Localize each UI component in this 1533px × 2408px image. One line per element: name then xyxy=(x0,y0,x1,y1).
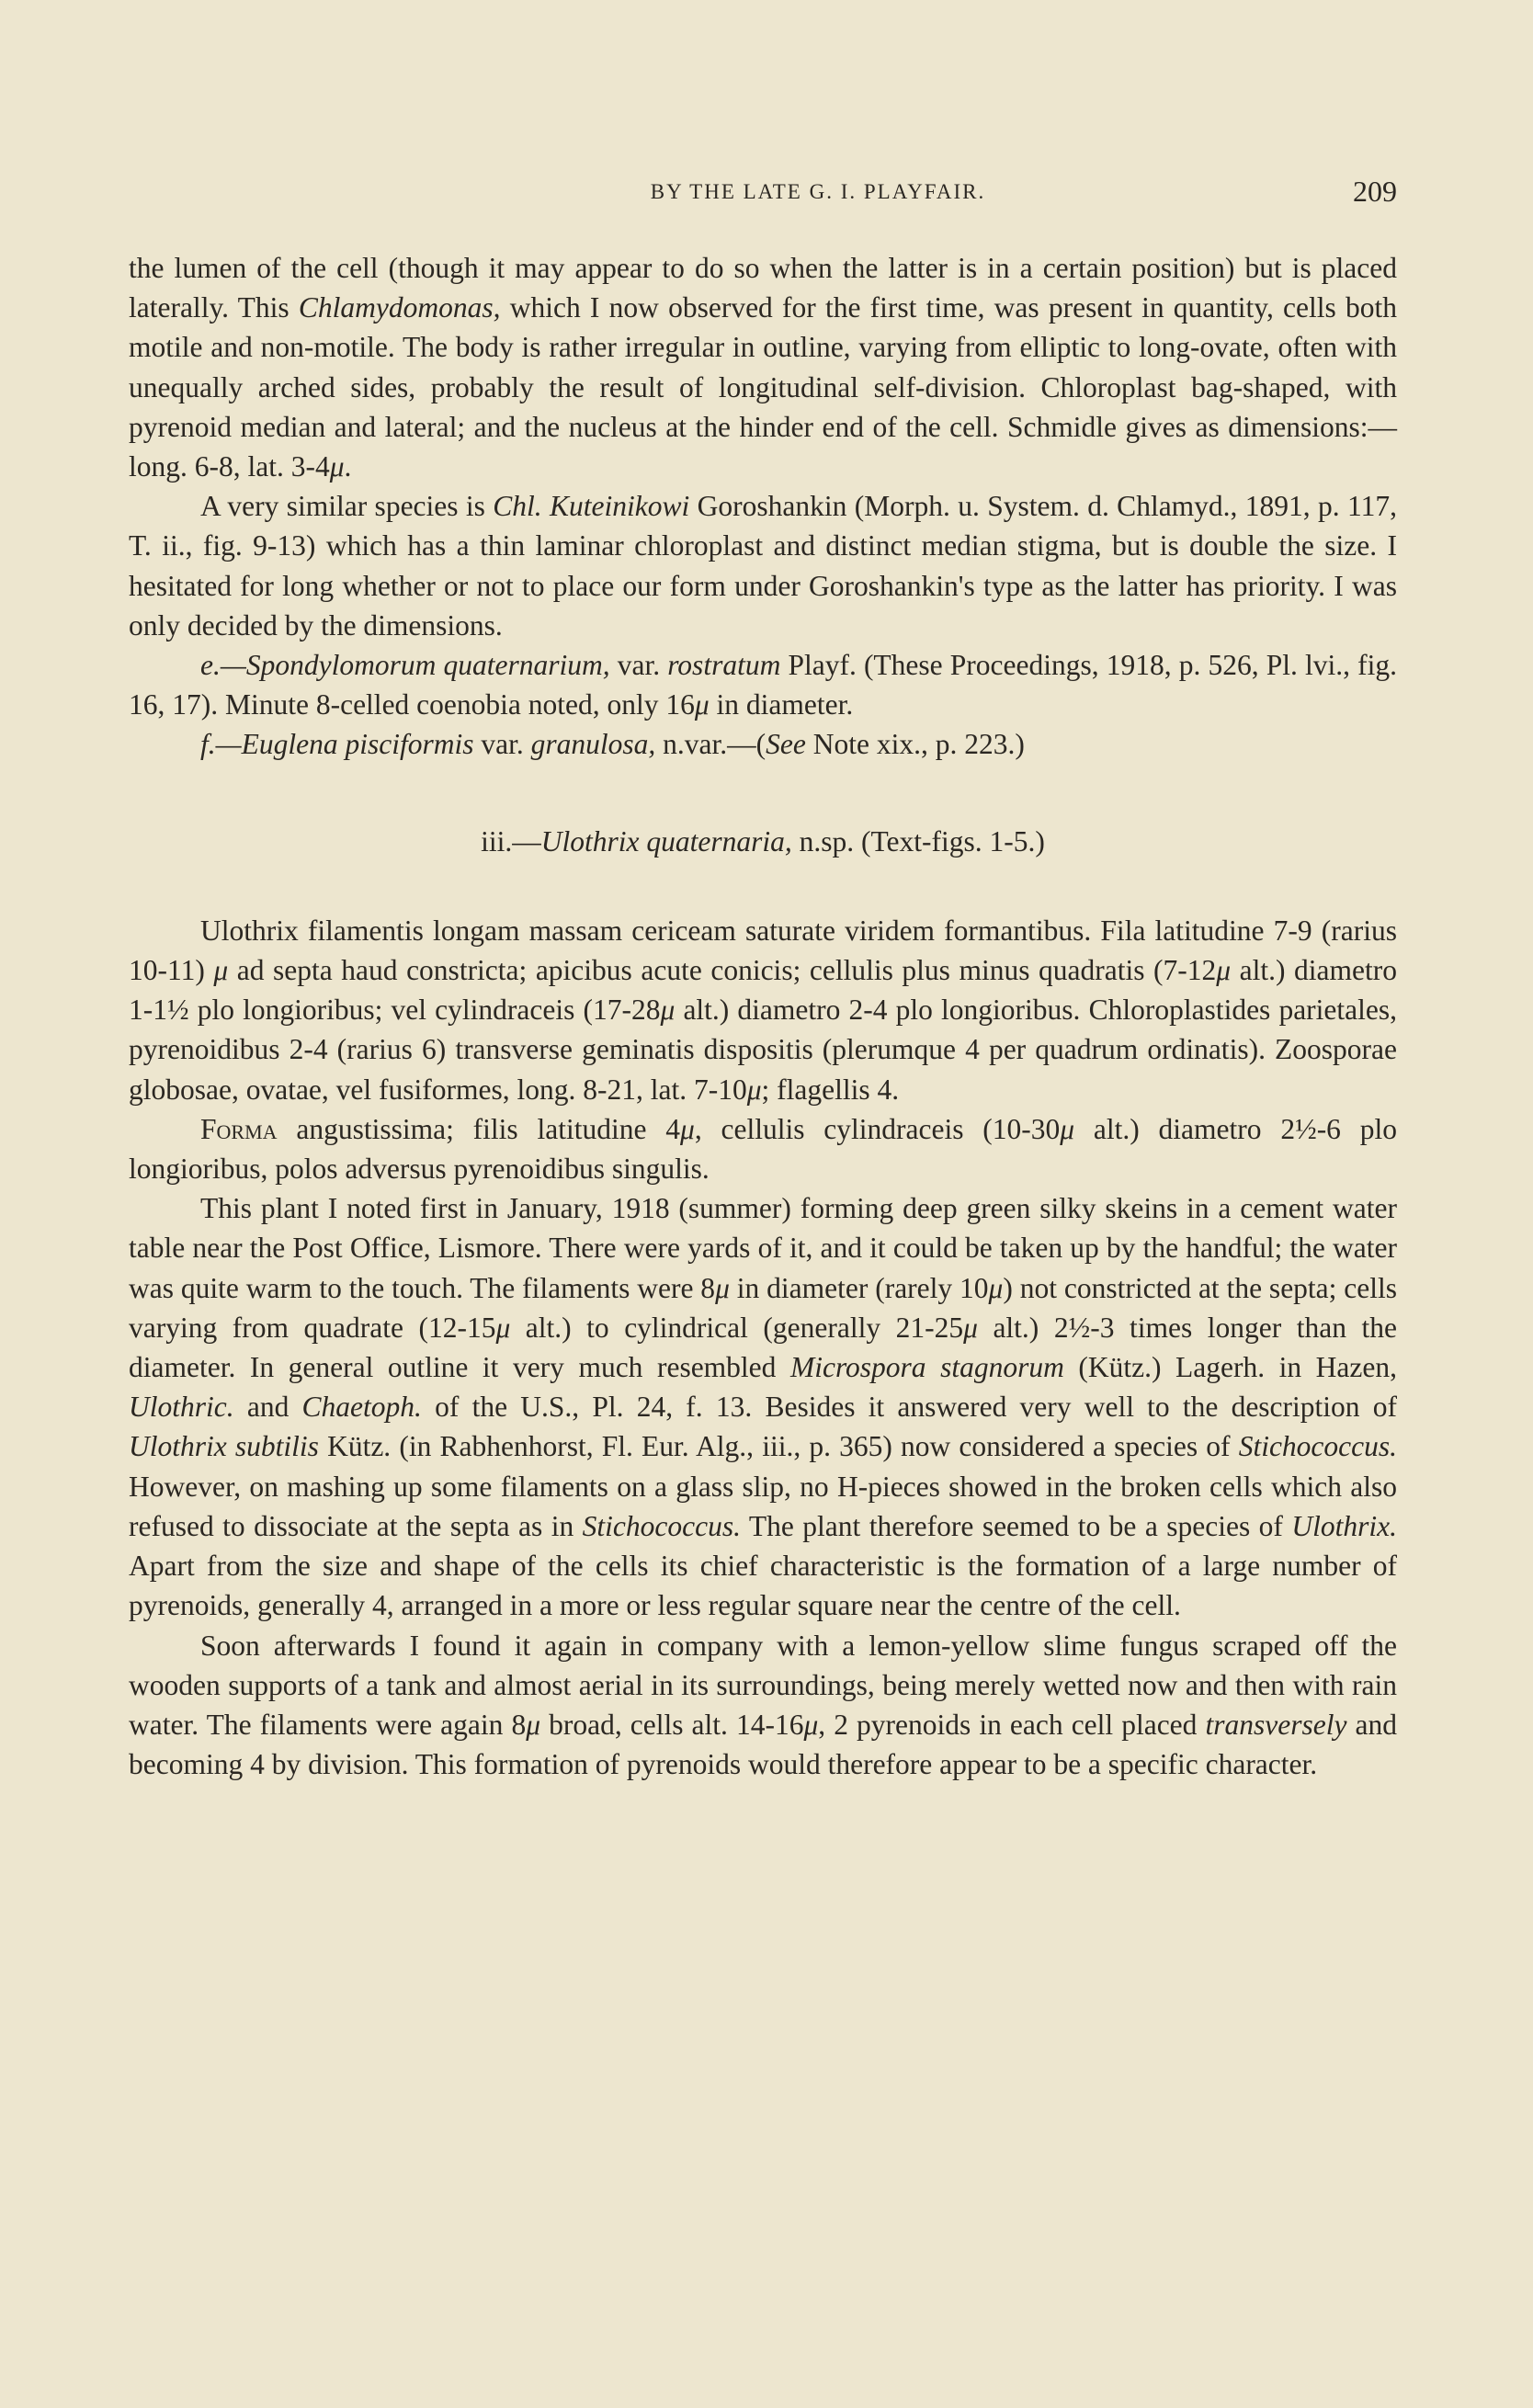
italic-run: transversely xyxy=(1205,1708,1347,1741)
italic-run: granulosa, xyxy=(530,728,656,761)
italic-run: rostratum xyxy=(667,649,781,682)
italic-run: Chl. Kuteinikowi xyxy=(493,490,690,523)
italic-run: Ulothrix quaternaria, xyxy=(540,824,792,858)
text-run: Ulothrix filamentis longam massam cericeam saturate viridem formantibus. Fila latitudine 7-9 (rarius 10-11) xyxy=(129,914,1397,987)
italic-run: Stichococcus. xyxy=(1238,1430,1397,1463)
small-caps-run: Forma xyxy=(200,1112,278,1145)
paragraph-latin-diagnosis xyxy=(129,911,1397,1109)
text-run: n.sp. (Text-figs. 1-5.) xyxy=(791,824,1045,858)
text-run: ; flagellis 4. xyxy=(761,1073,900,1106)
text-run: However, on mashing up some filaments on a glass slip, no H-pieces showed in the broken cells which also refused to dissociate at the septa as in xyxy=(129,1470,1397,1542)
text-run: A very similar species is xyxy=(200,490,494,523)
text-run: in diameter. xyxy=(709,688,854,721)
paragraph-similar-species xyxy=(129,486,1397,645)
text-run: alt.) diametro 2½-6 plo longioribus, polos adversus pyrenoidibus singulis. xyxy=(129,1112,1397,1186)
text-run: angustissima; filis latitudine 4 xyxy=(277,1112,680,1145)
text-run: alt.) diametro 1-1½ plo longioribus; vel cylindraceis (17-28 xyxy=(129,954,1398,1027)
text-run: n.var.—( xyxy=(655,728,766,761)
body-text xyxy=(129,248,1397,1784)
italic-run: Ulothric. xyxy=(129,1391,234,1424)
text-run: of the U.S., Pl. 24, f. 13. Besides it answered very well to the description of xyxy=(421,1391,1397,1424)
text-run: Soon afterwards I found it again in company with a lemon-yellow slime fungus scraped off the wooden supports of a tank and almost aerial in its surroundings, being merely wetted now and then with rain water. The filaments were again 8 xyxy=(129,1629,1397,1741)
italic-run: Ulothrix. xyxy=(1291,1509,1397,1542)
text-run: var. xyxy=(473,728,531,761)
text-run: alt.) diametro 2-4 plo longioribus. Chloroplastides parietales, pyrenoidibus 2-4 (rarius 6) transverse geminatis dispositis (plerumque 4 per quadrum ordinatis). Zoosporae globosae, ovatae, vel fusiformes, long. 8-21, lat. 7-10 xyxy=(129,994,1398,1106)
text-run: Note xix., p. 223.) xyxy=(805,728,1025,761)
text-run: (Kütz.) Lagerh. in Hazen, xyxy=(1063,1351,1397,1384)
mu-symbol: μ xyxy=(1060,1112,1075,1145)
running-title: BY THE LATE G. I. PLAYFAIR. xyxy=(650,180,986,203)
italic-run: f.—Euglena pisciformis xyxy=(200,728,474,761)
text-run: Apart from the size and shape of the cells its chief characteristic is the formation of a large number of pyrenoids, generally 4, arranged in a more or less regular square near the centre of the cell. xyxy=(129,1550,1397,1622)
mu-symbol: μ xyxy=(329,450,345,483)
italic-run: Ulothrix subtilis xyxy=(129,1430,319,1463)
text-run: , cellulis cylindraceis (10-30 xyxy=(694,1112,1061,1145)
mu-symbol: μ xyxy=(988,1271,1004,1304)
paragraph-second-finding xyxy=(129,1626,1397,1785)
text-run: This plant I noted first in January, 1918 (summer) forming deep green silky skeins in a cement water table near the Post Office, Lismore. There were yards of it, and it could be taken up by the handful; the water was quite warm to the touch. The filaments were 8 xyxy=(129,1192,1397,1304)
text-run: ) not constricted at the septa; cells varying from quadrate (12-15 xyxy=(129,1271,1398,1344)
mu-symbol: μ xyxy=(495,1311,511,1344)
text-run: and xyxy=(233,1391,302,1424)
italic-run: Chlamydomonas, xyxy=(298,291,501,324)
text-run: var. xyxy=(609,649,668,682)
text-run: . xyxy=(344,450,352,483)
mu-symbol: μ xyxy=(1216,954,1232,987)
mu-symbol: μ xyxy=(694,688,710,721)
page-number: 209 xyxy=(1353,175,1397,208)
text-run: broad, cells alt. 14-16 xyxy=(540,1708,804,1741)
text-run: Playf. (These Proceedings, 1918, p. 526, Pl. lvi., fig. 16, 17). Minute 8-celled coenobia noted, only 16 xyxy=(129,649,1397,721)
mu-symbol: μ xyxy=(746,1073,762,1106)
mu-symbol: μ xyxy=(526,1708,541,1741)
paragraph-forma xyxy=(129,1109,1397,1188)
italic-run: e.—Spondylomorum quaternarium, xyxy=(200,649,610,682)
text-run: Goroshankin (Morph. u. System. d. Chlamyd., 1891, p. 117, T. ii., fig. 9-13) which has a thin laminar chloroplast and distinct median stigma, but is double the size. I hesitated for long whether or not to place our form under Goroshankin's type as the latter has priority. I was only decided by the dimensions. xyxy=(129,490,1397,642)
mu-symbol: μ xyxy=(213,954,229,987)
section-heading xyxy=(129,822,1397,861)
text-run: the lumen of the cell (though it may appear to do so when the latter is in a certain position) but is placed laterally. This xyxy=(129,252,1397,324)
text-run: in diameter (rarely 10 xyxy=(729,1271,989,1304)
text-run: and becoming 4 by division. This formation of pyrenoids would therefore appear to be a specific character. xyxy=(129,1708,1398,1781)
text-run: , 2 pyrenoids in each cell placed xyxy=(818,1708,1206,1741)
mu-symbol: μ xyxy=(660,994,676,1027)
mu-symbol: μ xyxy=(680,1112,695,1145)
mu-symbol: μ xyxy=(803,1708,819,1741)
text-run: alt.) to cylindrical (generally 21-25 xyxy=(510,1311,964,1344)
text-run: Kütz. (in Rabhenhorst, Fl. Eur. Alg., iii., p. 365) now considered a species of xyxy=(318,1430,1239,1463)
text-run: which I now observed for the first time, was present in quantity, cells both motile and non-motile. The body is rather irregular in outline, varying from elliptic to long-ovate, often with unequally arched sides, probably the result of longitudinal self-division. Chloroplast bag-shaped, with pyrenoid median and lateral; and the nucleus at the hinder end of the cell. Schmidle gives as dimensions:—long. 6-8, lat. 3-4 xyxy=(129,291,1397,483)
text-run: The plant therefore seemed to be a species of xyxy=(740,1509,1292,1542)
text-run: ad septa haud constricta; apicibus acute conicis; cellulis plus minus quadratis (7-12 xyxy=(228,954,1217,987)
italic-run: Stichococcus. xyxy=(582,1509,741,1542)
mu-symbol: μ xyxy=(715,1271,730,1304)
italic-run: See xyxy=(766,728,806,761)
mu-symbol: μ xyxy=(963,1311,978,1344)
text-run: alt.) 2½-3 times longer than the diameter. In general outline it very much resembled xyxy=(129,1311,1397,1384)
italic-run: Microspora stagnorum xyxy=(789,1351,1064,1384)
paragraph-spondylomorum xyxy=(129,645,1397,724)
running-header xyxy=(129,175,1397,213)
paragraph-euglena xyxy=(129,724,1397,764)
italic-run: Chaetoph. xyxy=(301,1391,422,1424)
text-run: iii.— xyxy=(481,824,541,858)
paragraph-chlamydomonas-description xyxy=(129,248,1397,486)
paragraph-lismore-observation xyxy=(129,1188,1397,1625)
